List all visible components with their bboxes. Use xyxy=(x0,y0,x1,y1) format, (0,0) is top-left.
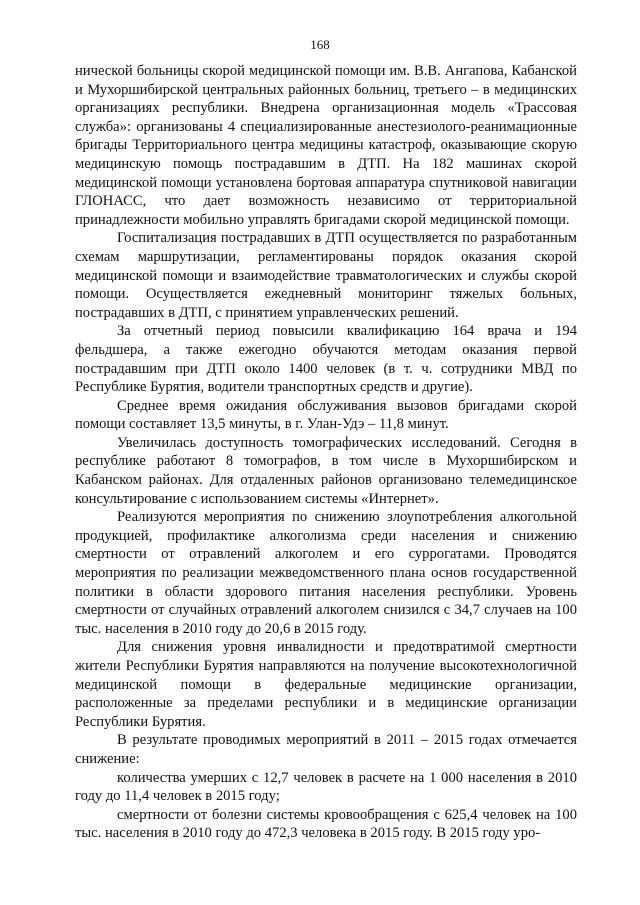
paragraph-results-intro: В результате проводимых мероприятий в 2011 – 2015 годах отмечается снижение: xyxy=(75,732,577,767)
paragraph-hospitalization: Госпитализация пострадавших в ДТП осуществляется по разработанным схемам маршрутизации, регламентированы порядок оказания скорой медицинской помощи и взаимодействие травматологических и службы скорой помощи. Осуществляется ежедневный мониторинг тяжелых больных, пострадавших в ДТП, с принятием управленческих решений. xyxy=(75,230,577,321)
document-body xyxy=(75,62,577,843)
paragraph-alcohol: Реализуются мероприятия по снижению злоупотребления алкогольной продукцией, профилактике алкоголизма среди населения и снижению смертности от отравлений алкоголем и его суррогатами. Проводятся мероприятия по реализации межведомственного плана основ государственной политики в области здорового питания населения республики. Уровень смертности от случайных отравлений алкоголем снизился с 34,7 случаев на 100 тыс. населения в 2010 году до 20,6 в 2015 году. xyxy=(75,509,577,637)
paragraph-qualification: За отчетный период повысили квалификацию 164 врача и 194 фельдшера, а также ежегодно обучаются методам оказания первой пострадавшим при ДТП около 1400 человек (в т. ч. сотрудники МВД по Республике Бурятия, водители транспортных средств и другие). xyxy=(75,323,577,396)
paragraph-ambulance-model: нической больницы скорой медицинской помощи им. В.В. Ангапова, Кабанской и Мухоршибирской центральных районных больниц, третьего – в медицинских организациях республики. Внедрена организационная модель «Трассовая служба»: организованы 4 специализированные анестезиолого-реанимационные бригады Территориального центра медицины катастроф, оказывающие скорую медицинскую помощь пострадавшим в ДТП. На 182 машинах скорой медицинской помощи установлена бортовая аппаратура спутниковой навигации ГЛОНАСС, что дает возможность независимо от территориальной принадлежности мобильно управлять бригадами скорой медицинской помощи. xyxy=(75,63,577,228)
paragraph-tomography: Увеличилась доступность томографических исследований. Сегодня в республике работают 8 томографов, в том числе в Мухоршибирском и Кабанском районах. Для отдаленных районов организовано телемедицинское консультирование с использованием системы «Интернет». xyxy=(75,434,577,507)
page-number: 168 xyxy=(310,37,330,52)
paragraph-high-tech-care: Для снижения уровня инвалидности и предотвратимой смертности жители Республики Бурятия направляются на получение высокотехнологичной медицинской помощи в федеральные медицинские организации, расположенные за пределами республики и в медицинские организации Республики Бурятия. xyxy=(75,639,577,730)
paragraph-waiting-time: Среднее время ожидания обслуживания вызовов бригадами скорой помощи составляет 13,5 минуты, в г. Улан-Удэ – 11,8 минут. xyxy=(75,397,577,433)
paragraph-mortality-cardio: смертности от болезни системы кровообращения с 625,4 человек на 100 тыс. населения в 2010 году до 472,3 человека в 2015 году. В 2015 году уро- xyxy=(75,806,577,842)
paragraph-mortality-total: количества умерших с 12,7 человек в расчете на 1 000 населения в 2010 году до 11,4 человек в 2015 году; xyxy=(75,769,577,805)
